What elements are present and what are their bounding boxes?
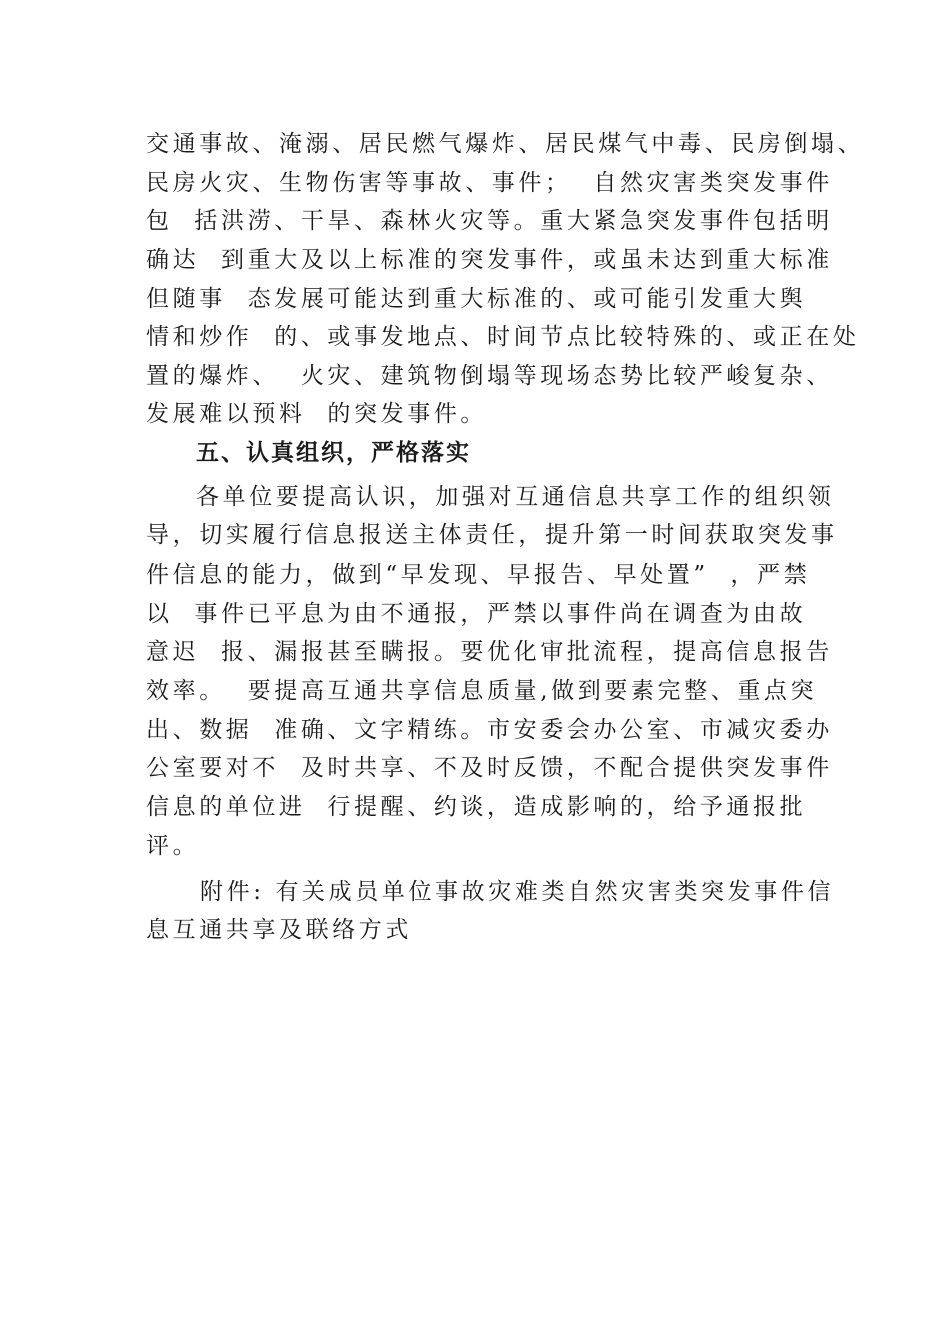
paragraph1-line: 确达 到重大及以上标准的突发事件，或虽未达到重大标准: [146, 247, 833, 273]
paragraph2-line: 意迟 报、漏报甚至瞒报。要优化审批流程，提高信息报告: [146, 639, 833, 665]
paragraph2-line: 件信息的能力，做到“早发现、早报告、早处置” ，严禁: [146, 562, 811, 588]
paragraph1-line: 但随事 态发展可能达到重大标准的、或可能引发重大舆: [146, 286, 807, 312]
paragraph1-line: 交通事故、淹溺、居民燃气爆炸、居民煤气中毒、民房倒塌、: [146, 131, 865, 157]
paragraph2-line: 效率。 要提高互通共享信息质量,做到要素完整、重点突: [146, 678, 818, 704]
paragraph2-line: 以 事件已平息为由不通报，严禁以事件尚在调查为由故: [146, 601, 807, 627]
paragraph1-line: 发展难以预料 的突发事件。: [146, 401, 488, 427]
paragraph2-line: 公室要对不 及时共享、不及时反馈，不配合提供突发事件: [146, 755, 833, 781]
paragraph2-line: 各单位要提高认识，加强对互通信息共享工作的组织领: [196, 484, 835, 510]
paragraph2-line: 评。: [146, 833, 200, 859]
paragraph1-line: 包 括洪涝、干旱、森林火灾等。重大紧急突发事件包括明: [146, 208, 833, 234]
paragraph2-line: 出、数据 准确、文字精练。市安委会办公室、市减灾委办: [146, 717, 833, 743]
section-heading: 五、认真组织，严格落实: [196, 440, 471, 466]
paragraph1-line: 置的爆炸、 火灾、建筑物倒塌等现场态势比较严峻复杂、: [146, 363, 833, 389]
paragraph2-line: 信息的单位进 行提醒、约谈，造成影响的，给予通报批: [146, 794, 807, 820]
attachment-line: 附件: 有关成员单位事故灾难类自然灾害类突发事件信: [200, 879, 835, 905]
paragraph1-line: 情和炒作 的、或事发地点、时间节点比较特殊的、或正在处: [146, 324, 860, 350]
attachment-line: 息互通共享及联络方式: [146, 917, 412, 943]
paragraph2-line: 导，切实履行信息报送主体责任，提升第一时间获取突发事: [146, 522, 838, 548]
paragraph1-line: 民房火灾、生物伤害等事故、事件； 自然灾害类突发事件: [146, 170, 833, 196]
